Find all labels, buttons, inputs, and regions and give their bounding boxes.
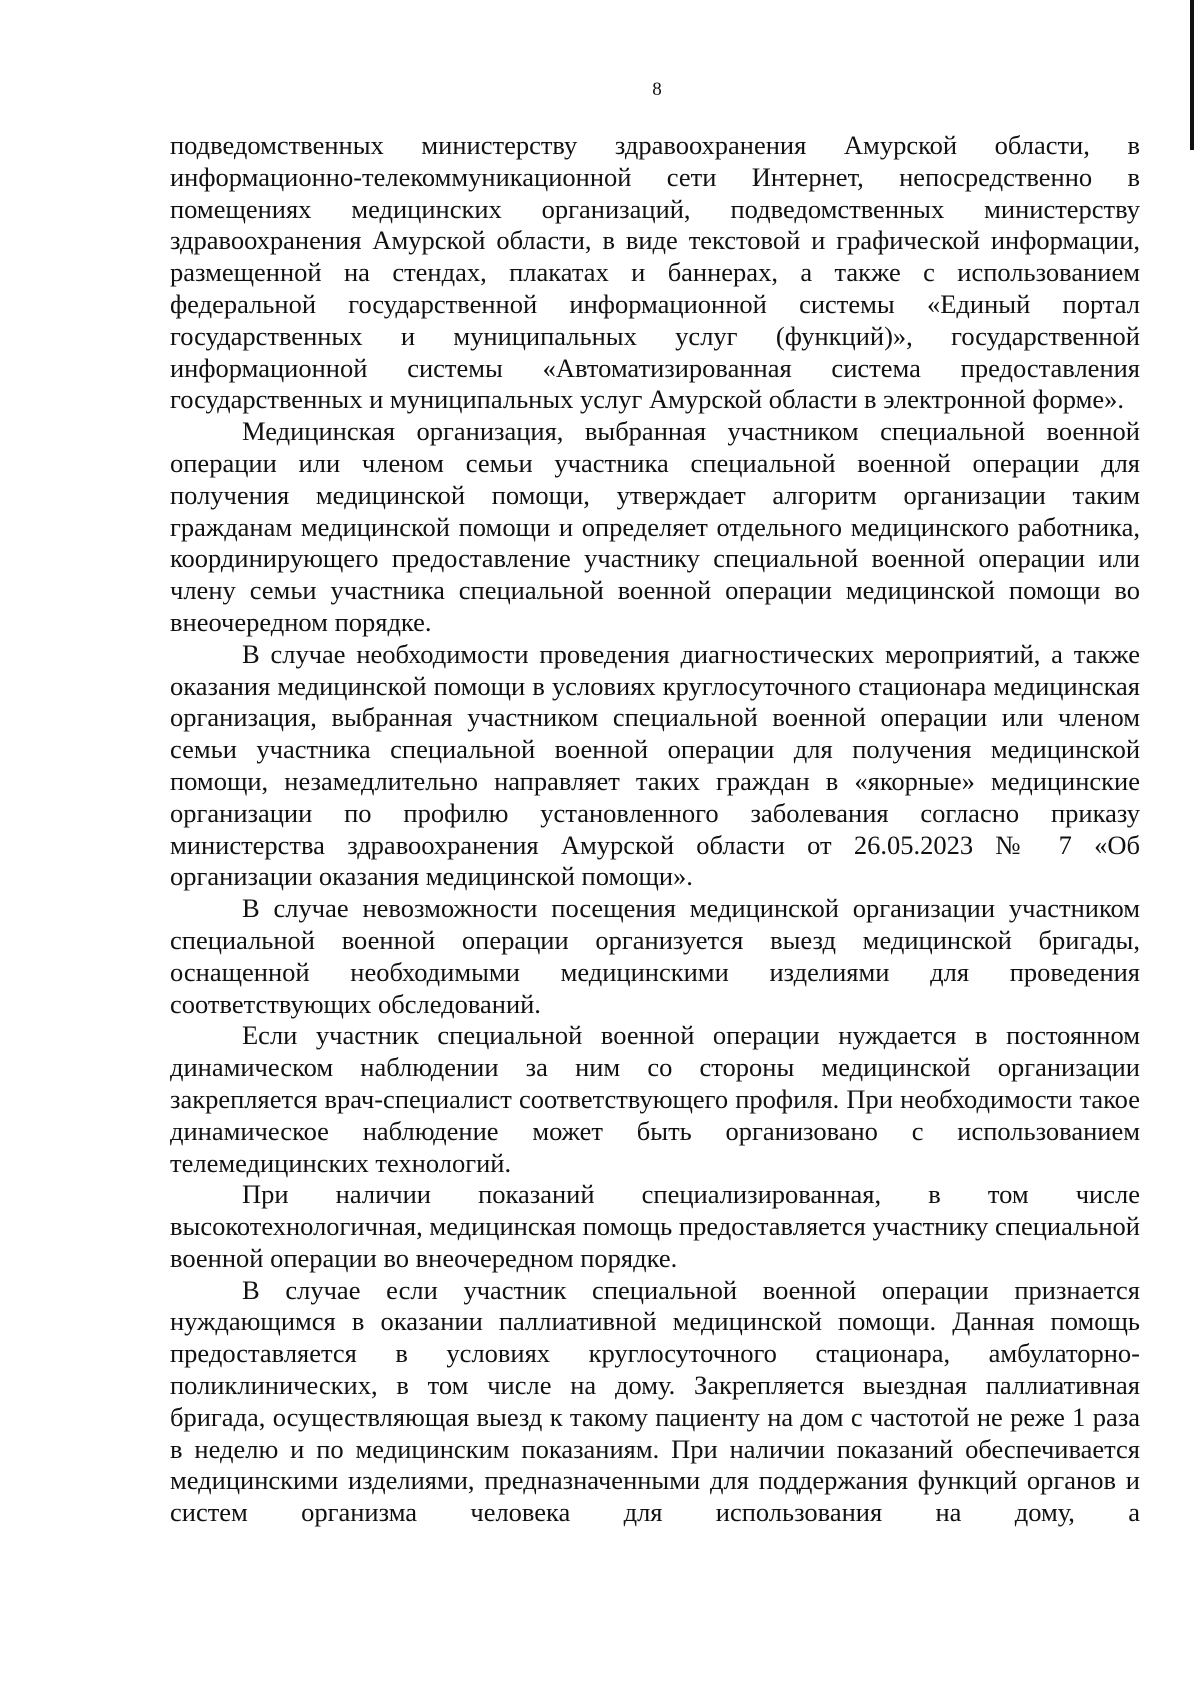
- document-body: [170, 130, 1140, 1529]
- paragraph-medical-organization-algorithm: Медицинская организация, выбранная участником специальной военной операции или членом семьи участника специальной военной операции для получения медицинской помощи, утверждает алгоритм организации таким гражданам медицинской помощи и определяет отдельного медицинского работника, координирующего предоставление участнику специальной военной операции или члену семьи участника специальной военной операции медицинской помощи во внеочередном порядке.: [170, 416, 1140, 637]
- paragraph-continued-from-previous-page: подведомственных министерству здравоохранения Амурской области, в информационно-телекоммуникационной сети Интернет, непосредственно в помещениях медицинских организаций, подведомственных министерству здравоохранения Амурской области, в виде текстовой и графической информации, размещенной на стендах, плакатах и баннерах, а также с использованием федеральной государственной информационной системы «Единый портал государственных и муниципальных услуг (функций)», государственной информационной системы «Автоматизированная система предоставления государственных и муниципальных услуг Амурской области в электронной форме».: [170, 130, 1140, 415]
- page-number: 8: [652, 79, 662, 100]
- paragraph-high-tech-care: При наличии показаний специализированная, в том числе высокотехнологичная, медицинская помощь предоставляется участнику специальной военной операции во внеочередном порядке.: [170, 1179, 1140, 1273]
- paragraph-palliative-care: В случае если участник специальной военной операции признается нуждающимся в оказании паллиативной медицинской помощи. Данная помощь предоставляется в условиях круглосуточного стационара, амбулаторно-поликлинических, в том числе на дому. Закрепляется выездная паллиативная бригада, осуществляющая выезд к такому пациенту на дом с частотой не реже 1 раза в неделю и по медицинским показаниям. При наличии показаний обеспечивается медицинскими изделиями, предназначенными для поддержания функций органов и систем организма человека для использования на дому, а: [170, 1274, 1140, 1528]
- scan-edge-mark: [1190, 0, 1194, 150]
- paragraph-diagnostic-measures: В случае необходимости проведения диагностических мероприятий, а также оказания медицинской помощи в условиях круглосуточного стационара медицинская организация, выбранная участником специальной военной операции или членом семьи участника специальной военной операции для получения медицинской помощи, незамедлительно направляет таких граждан в «якорные» медицинские организации по профилю установленного заболевания согласно приказу министерства здравоохранения Амурской области от 26.05.2023 № 7 «Об организации оказания медицинской помощи».: [170, 638, 1140, 892]
- paragraph-dynamic-observation: Если участник специальной военной операции нуждается в постоянном динамическом наблюдении за ним со стороны медицинской организации закрепляется врач-специалист соответствующего профиля. При необходимости такое динамическое наблюдение может быть организовано с использованием телемедицинских технологий.: [170, 1020, 1140, 1178]
- paragraph-medical-team-visit: В случае невозможности посещения медицинской организации участником специальной военной операции организуется выезд медицинской бригады, оснащенной необходимыми медицинскими изделиями для проведения соответствующих обследований.: [170, 893, 1140, 1019]
